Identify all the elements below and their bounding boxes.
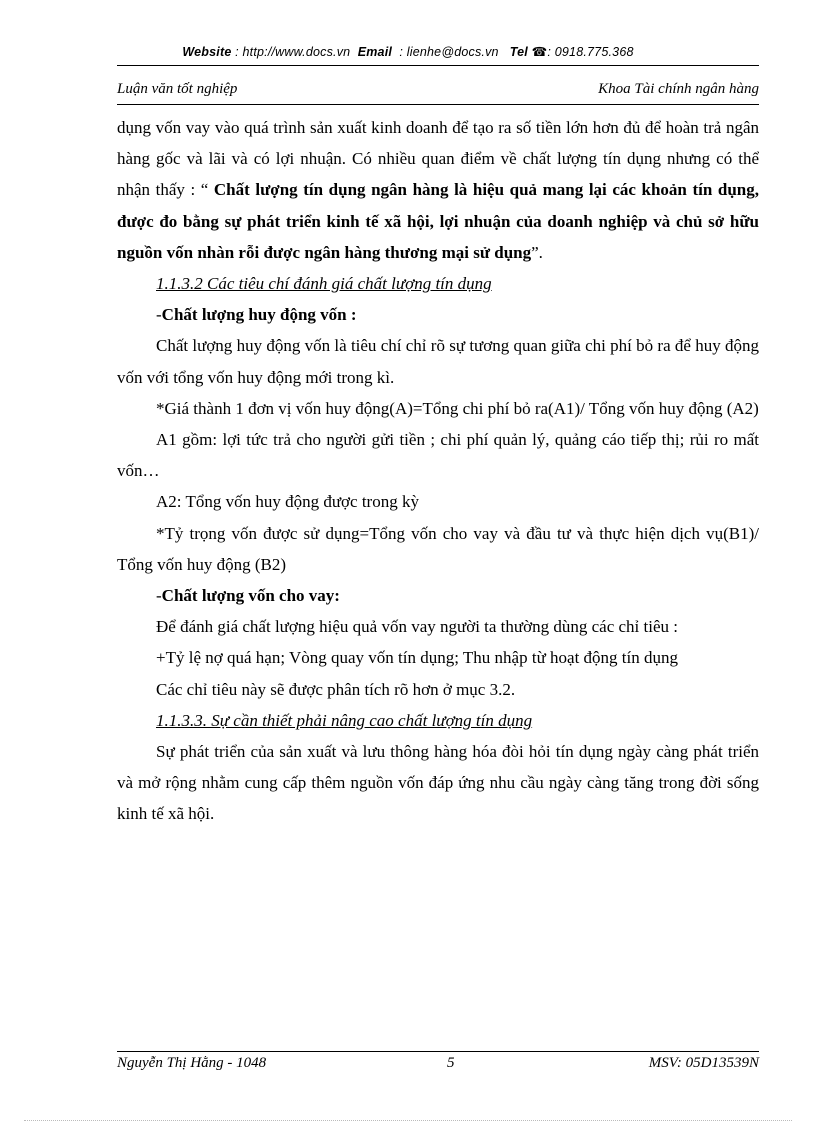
subheading-loan-quality: -Chất lượng vốn cho vay:	[156, 586, 340, 606]
paragraph-ratio: *Tỷ trọng vốn được sử dụng=Tổng vốn cho vay và đầu tư và thực hiện dịch vụ(B1)/ Tổng vốn huy động (B2)	[117, 523, 759, 574]
page-number: 5	[447, 1055, 455, 1071]
website-value[interactable]: : http://www.docs.vn	[235, 45, 351, 59]
header-title: Luận văn tốt nghiệp	[117, 81, 238, 97]
paragraph-definition: dụng vốn vay vào quá trình sản xuất kinh doanh để tạo ra số tiền lớn hơn đủ để hoàn trả ngân hàng gốc và lãi và có lợi nhuận. Có nhiều quan điểm về chất lượng tín dụng nhưng có thể nhận thấy : “ Chất lượng tín dụng ngân hàng là hiệu quả mang lại các khoản tín dụng, được đo bằng sự phát triển kinh tế xã hội, lợi nhuận của doanh nghiệp và chủ sở hữu nguồn vốn nhàn rỗi được ngân hàng thương mại sử dụng”.	[117, 118, 759, 262]
paragraph-unit-cost: *Giá thành 1 đơn vị vốn huy động(A)=Tổng chi phí bỏ ra(A1)/ Tổng vốn huy động (A2)	[156, 398, 759, 418]
email-label: Email	[357, 45, 393, 59]
section-heading-necessity: 1.1.3.3. Sự cần thiết phải nâng cao chất lượng tín dụng	[156, 710, 533, 730]
website-label: Website	[182, 45, 232, 59]
email-value[interactable]: : lienhe@docs.vn	[399, 45, 499, 59]
paragraph-indicators-list: +Tỷ lệ nợ quá hạn; Vòng quay vốn tín dụng; Thu nhập từ hoạt động tín dụng	[156, 648, 679, 668]
header-department: Khoa Tài chính ngân hàng	[598, 81, 759, 97]
paragraph-mobilization: Chất lượng huy động vốn là tiêu chí chỉ rõ sự tương quan giữa chi phí bỏ ra để huy động vốn với tổng vốn huy động mới trong kì.	[117, 336, 759, 387]
header-divider	[117, 104, 759, 105]
paragraph-indicators-intro: Để đánh giá chất lượng hiệu quả vốn vay người ta thường dùng các chỉ tiêu :	[156, 617, 678, 637]
footer-author: Nguyễn Thị Hằng - 1048	[117, 1055, 267, 1071]
paragraph-necessity: Sự phát triển của sản xuất và lưu thông hàng hóa đòi hỏi tín dụng ngày càng phát triển và mở rộng nhằm cung cấp thêm nguồn vốn đáp ứng nhu cầu ngày càng tăng trong đời sống kinh tế xã hội.	[117, 742, 759, 824]
subheading-capital-mobilization: -Chất lượng huy động vốn :	[156, 305, 357, 325]
paragraph-a1: A1 gồm: lợi tức trả cho người gửi tiền ; chi phí quản lý, quảng cáo tiếp thị; rủi ro mất vốn…	[117, 430, 759, 481]
tel-label: Tel	[509, 45, 528, 59]
section-heading-criteria: 1.1.3.2 Các tiêu chí đánh giá chất lượng tín dụng	[156, 274, 492, 294]
definition-bold: Chất lượng tín dụng ngân hàng là hiệu quả mang lại các khoản tín dụng, được đo bằng sự phát triển kinh tế xã hội, lợi nhuận của doanh nghiệp và chủ sở hữu nguồn vốn nhàn rỗi được ngân hàng thương mại sử dụng	[117, 180, 759, 262]
page-bottom-dots	[24, 1120, 792, 1121]
telephone-icon: ☎	[531, 45, 548, 59]
paragraph-a2: A2: Tổng vốn huy động được trong kỳ	[156, 492, 419, 512]
tel-value: : 0918.775.368	[547, 45, 634, 59]
paragraph-indicators-note: Các chỉ tiêu này sẽ được phân tích rõ hơn ở mục 3.2.	[156, 679, 516, 699]
footer-divider	[117, 1051, 759, 1052]
top-divider	[117, 65, 759, 66]
page-body	[117, 112, 759, 830]
site-contact-bar	[0, 44, 816, 59]
footer-student-id: MSV: 05D13539N	[648, 1055, 759, 1071]
